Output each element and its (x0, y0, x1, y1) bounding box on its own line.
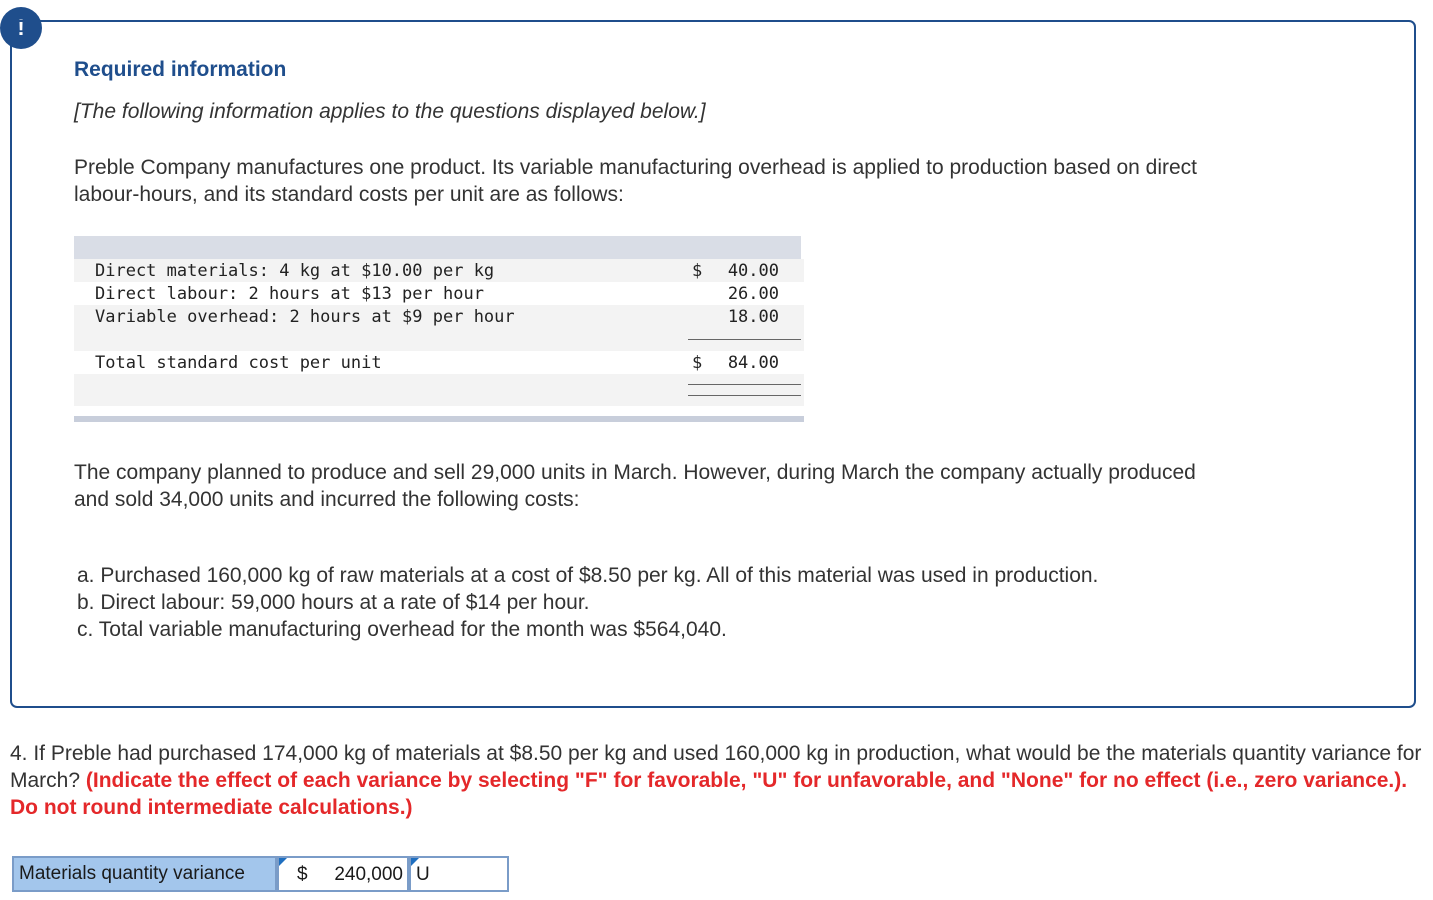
variance-amount-value: 240,000 (334, 864, 403, 885)
list-item: c. Total variable manufacturing overhead for the month was $564,040. (77, 618, 727, 641)
dollar-sign: $ (297, 864, 308, 885)
plan-paragraph (74, 459, 1374, 513)
table-spacer-row (74, 328, 804, 351)
table-total-row (74, 351, 804, 374)
intro-line-1: Preble Company manufactures one product. Its variable manufacturing overhead is applied to production based on direct (74, 156, 1197, 179)
table-header-bar (74, 236, 801, 259)
question-text (10, 740, 1430, 821)
cost-amount: 26.00 (727, 284, 779, 304)
plan-line-2: and sold 34,000 units and incurred the following costs: (74, 488, 580, 511)
variance-effect-select[interactable] (409, 856, 509, 892)
variance-amount-input[interactable] (277, 856, 409, 892)
cost-amount: 18.00 (727, 307, 779, 327)
total-amount: 84.00 (727, 353, 779, 373)
dollar-sign: $ (692, 261, 703, 281)
table-footer-bar (74, 416, 804, 422)
cost-amount: 40.00 (727, 261, 779, 281)
intro-line-2: labour-hours, and its standard costs per unit are as follows: (74, 183, 624, 206)
plan-line-1: The company planned to produce and sell 29,000 units in March. However, during March the company actually produced (74, 461, 1196, 484)
double-rule-bottom (688, 395, 801, 396)
info-note: [The following information applies to the questions displayed below.] (74, 100, 706, 123)
alert-icon: ! (0, 7, 42, 49)
variance-effect-value: U (416, 864, 430, 885)
cost-label: Direct labour: 2 hours at $13 per hour (95, 284, 484, 304)
cost-label: Direct materials: 4 kg at $10.00 per kg (95, 261, 495, 281)
answer-flag-icon (279, 858, 287, 866)
standard-cost-table (74, 236, 804, 406)
question-body: 4. If Preble had purchased 174,000 kg of materials at $8.50 per kg and used 160,000 kg in production, what would be the materials quantity variance for March? (10, 742, 1422, 792)
answer-label: Materials quantity variance (12, 856, 277, 892)
list-item: b. Direct labour: 59,000 hours at a rate of $14 per hour. (77, 591, 590, 614)
required-info-title: Required information (74, 58, 287, 81)
subtotal-rule (688, 339, 801, 340)
total-label: Total standard cost per unit (95, 353, 382, 373)
double-rule-top (688, 384, 801, 385)
table-spacer-row (74, 374, 804, 406)
table-row (74, 282, 804, 305)
intro-paragraph (74, 154, 1374, 208)
table-row (74, 305, 804, 328)
question-instruction: (Indicate the effect of each variance by selecting "F" for favorable, "U" for unfavorable, and "None" for no effect (i.e., zero variance.). Do not round intermediate calculations.) (10, 769, 1408, 819)
dollar-sign: $ (692, 353, 703, 373)
list-item: a. Purchased 160,000 kg of raw materials at a cost of $8.50 per kg. All of this material was used in production. (77, 564, 1099, 587)
table-row (74, 259, 804, 282)
cost-label: Variable overhead: 2 hours at $9 per hour (95, 307, 515, 327)
